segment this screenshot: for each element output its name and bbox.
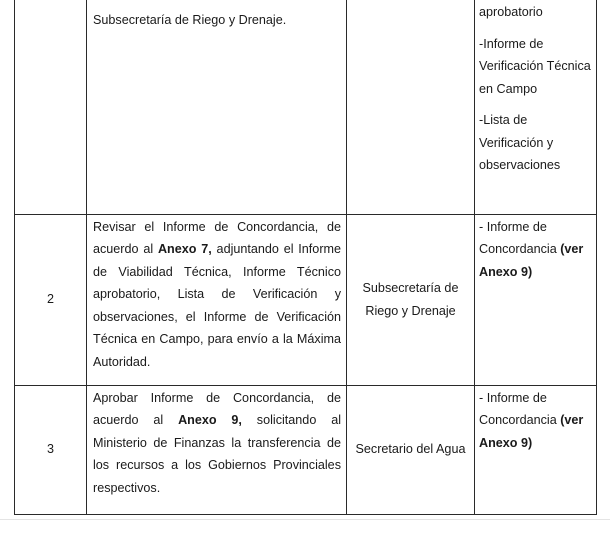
responsible-text: Subsecretaría de Riego y Drenaje [362, 281, 459, 318]
responsible-cell [347, 385, 475, 514]
table-row [15, 0, 597, 214]
responsible-cell [347, 0, 475, 214]
activity-text-part: Aprobar Informe de Concordancia, de acuerdo al [93, 390, 341, 427]
product-item: -Lista de Verificación y observaciones [479, 113, 561, 172]
product-item [475, 215, 596, 284]
product-cell [475, 214, 597, 385]
product-text: - Informe de Concordancia [479, 219, 561, 256]
activity-text-part: Revisar el Informe de Concordancia, de acuerdo al [93, 219, 341, 256]
activities-table [14, 0, 597, 515]
activity-cell [87, 385, 347, 514]
activity-text: Subsecretaría de Riego y Drenaje. [93, 13, 287, 27]
product-item: aprobatorio [479, 5, 543, 19]
step-number: 3 [46, 442, 54, 457]
table-row [15, 214, 597, 385]
product-item: -Informe de Verificación Técnica en Campo [479, 36, 591, 96]
step-number: 2 [46, 292, 54, 307]
annex-reference: (ver Anexo 9) [479, 413, 584, 450]
step-number-cell [15, 0, 87, 214]
step-number-cell [15, 214, 87, 385]
activity-cell [87, 0, 347, 214]
step-number-cell [15, 385, 87, 514]
activity-cell [87, 214, 347, 385]
table-row [15, 385, 597, 514]
activity-text-part: solicitando al Ministerio de Finanzas la transferencia de los recursos a los Gobiernos Provinciales respectivos. [93, 413, 341, 495]
product-cell [475, 385, 597, 514]
responsible-cell [347, 214, 475, 385]
activity-text [87, 386, 346, 500]
activity-text-part: adjuntando el Informe de Viabilidad Técnica, Informe Técnico aprobatorio, Lista de Verificación y observaciones, el Informe de Verificación Técnica en Campo, para envío a la Máxima Autoridad. [93, 242, 342, 369]
scan-artifact-line [0, 519, 610, 520]
annex-reference: Anexo 9, [178, 413, 242, 427]
product-cell [475, 0, 597, 214]
annex-reference: Anexo 7, [157, 242, 212, 256]
product-text: - Informe de Concordancia [479, 390, 561, 427]
activity-text [87, 215, 346, 374]
responsible-text: Secretario del Agua [355, 442, 466, 457]
annex-reference: (ver Anexo 9) [479, 242, 584, 279]
product-item [475, 386, 596, 455]
